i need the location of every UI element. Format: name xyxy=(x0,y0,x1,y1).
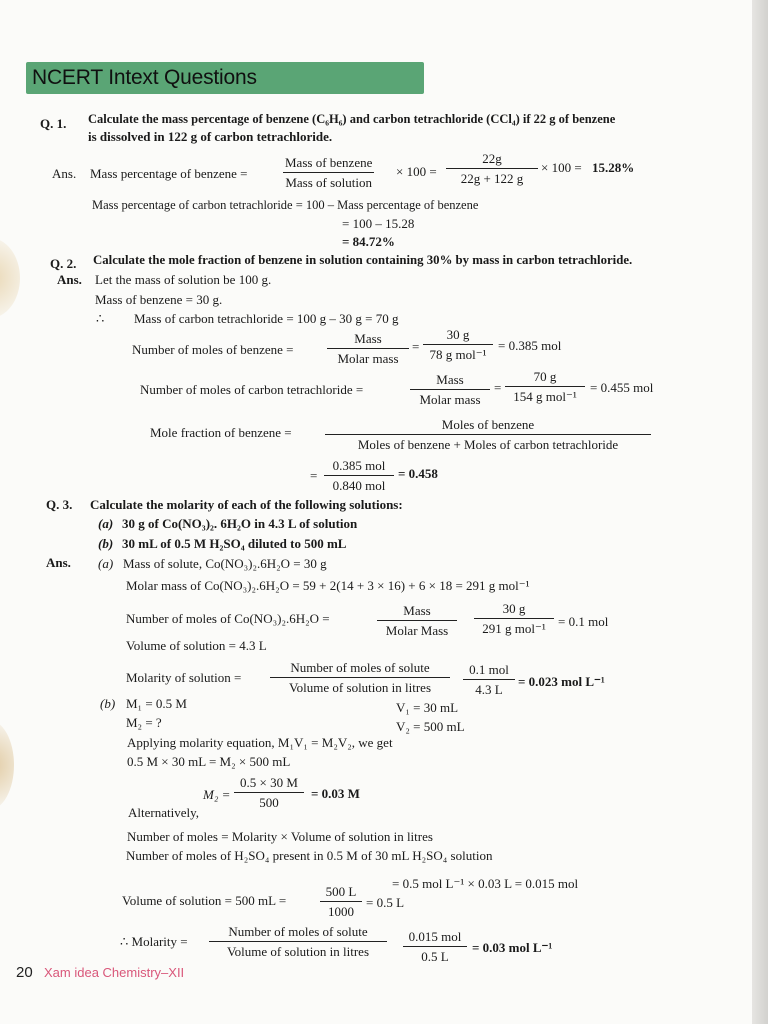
q3-vs-fraction-num: 500 L xyxy=(320,884,362,902)
q2-line3: Mass of carbon tetrachloride = 100 g – 30 g = 70 g xyxy=(134,311,399,326)
q3-text: Calculate the molarity of each of the following solutions: xyxy=(90,497,403,512)
q1-fraction-values-num: 22g xyxy=(446,151,538,169)
q1-text-line2: is dissolved in 122 g of carbon tetrachloride. xyxy=(88,129,333,144)
q2-nc-fraction1 xyxy=(410,372,490,408)
q3-b-v2: V₂ = 500 mL xyxy=(396,719,465,734)
q1-result-benzene: 15.28% xyxy=(592,160,635,175)
q3-m2-label: M₂ = xyxy=(203,787,231,802)
q1-times-100b: × 100 = xyxy=(541,160,582,175)
q3-alt-line3: = 0.5 mol L⁻¹ × 0.03 L = 0.015 mol xyxy=(392,876,579,891)
q3-ans-b-label: (b) xyxy=(100,696,116,711)
q3-number: Q. 3. xyxy=(46,497,73,512)
q2-nc-result: = 0.455 mol xyxy=(590,380,654,395)
q3-volume: Volume of solution = 4.3 L xyxy=(126,638,267,653)
q3-b-line3: Applying molarity equation, M₁V₁ = M₂V₂, we get xyxy=(127,735,393,750)
q2-mf-fraction2-num: 0.385 mol xyxy=(324,458,394,476)
q1-fraction-values-den: 22g + 122 g xyxy=(460,171,524,186)
q3-molarity-fraction1 xyxy=(270,660,450,696)
q2-text: Calculate the mole fraction of benzene in solution containing 30% by mass in carbon tetrachloride. xyxy=(93,253,633,267)
q3-nm-fraction1-num: Mass xyxy=(377,603,457,621)
q3-a-label: (a) xyxy=(98,516,114,531)
q3-nm-fraction1 xyxy=(377,603,457,639)
q3-final-fraction2-num: 0.015 mol xyxy=(403,929,467,947)
q3-final-fraction1-den: Volume of solution in litres xyxy=(226,944,370,959)
q1-fraction-values xyxy=(446,151,538,187)
q3-vs-fraction xyxy=(320,884,362,920)
q1-ccl4-line1: Mass percentage of carbon tetrachloride = 100 – Mass percentage of benzene xyxy=(92,198,479,212)
q3-final-result: = 0.03 mol L⁻¹ xyxy=(472,940,553,955)
q2-mf-eq: = xyxy=(310,468,318,483)
q3-a-line2: Molar mass of Co(NO₃)₂.6H₂O = 59 + 2(14 + 3 × 16) + 6 × 18 = 291 g mol⁻¹ xyxy=(126,578,530,593)
q1-mass-percent-label: Mass percentage of benzene = xyxy=(90,166,248,181)
q3-molarity-fraction1-den: Volume of solution in litres xyxy=(288,680,432,695)
q2-nc-fraction1-den: Molar mass xyxy=(419,392,481,407)
q2-nb-fraction2-den: 78 g mol⁻¹ xyxy=(429,347,487,362)
q2-nb-fraction1-num: Mass xyxy=(327,331,409,349)
q1-fraction-mass-ratio xyxy=(283,155,374,191)
q3-molarity-result: = 0.023 mol L⁻¹ xyxy=(518,674,605,689)
q3-nm-label: Number of moles of Co(NO₃)₂.6H₂O = xyxy=(126,611,330,626)
q2-nc-fraction1-num: Mass xyxy=(410,372,490,390)
q3-a-line1: Mass of solute, Co(NO₃)₂.6H₂O = 30 g xyxy=(123,556,327,571)
q3-b-v1: V₁ = 30 mL xyxy=(396,700,459,715)
q2-ans-label: Ans. xyxy=(57,272,82,287)
q2-nc-fraction2-den: 154 g mol⁻¹ xyxy=(513,389,577,404)
q2-nc-fraction2-num: 70 g xyxy=(505,369,585,387)
q3-molarity-fraction1-num: Number of moles of solute xyxy=(270,660,450,678)
section-banner xyxy=(26,62,424,94)
page-edge xyxy=(752,0,768,1024)
q2-nb-fraction1 xyxy=(327,331,409,367)
q2-mf-label: Mole fraction of benzene = xyxy=(150,425,292,440)
q2-nb-label: Number of moles of benzene = xyxy=(132,342,294,357)
q3-m2-result: = 0.03 M xyxy=(311,786,360,801)
q3-nm-result: = 0.1 mol xyxy=(558,614,609,629)
q3-final-fraction2 xyxy=(403,929,467,965)
q3-final-fraction1-num: Number of moles of solute xyxy=(209,924,387,942)
q3-b-text: 30 mL of 0.5 M H₂SO₄ diluted to 500 mL xyxy=(122,536,347,551)
q2-nc-fraction2 xyxy=(505,369,585,405)
page-number: 20 xyxy=(16,964,33,981)
q3-a-text: 30 g of Co(NO₃)₂. 6H₂O in 4.3 L of solution xyxy=(122,516,358,531)
q1-ans-label: Ans. xyxy=(52,166,77,181)
q2-mf-fraction-den: Moles of benzene + Moles of carbon tetrachloride xyxy=(357,437,619,452)
q3-ans-a-label: (a) xyxy=(98,556,114,571)
q3-molarity-fraction2-den: 4.3 L xyxy=(475,682,503,697)
q2-mf-fraction xyxy=(325,417,651,453)
q2-mf-fraction-num: Moles of benzene xyxy=(325,417,651,435)
q2-nb-fraction2-num: 30 g xyxy=(423,327,493,345)
q2-mf-fraction2 xyxy=(324,458,394,494)
q3-b-m2: M₂ = ? xyxy=(126,715,162,730)
q1-text-line1: Calculate the mass percentage of benzene (C₆H₆) and carbon tetrachloride (CCl₄) if 22 g of benzene xyxy=(88,112,616,126)
q3-final-molarity-label: ∴ Molarity = xyxy=(120,934,188,949)
q1-fraction-mass-ratio-den: Mass of solution xyxy=(285,175,373,190)
q3-nm-fraction1-den: Molar Mass xyxy=(385,623,449,638)
q3-vs-fraction-den: 1000 xyxy=(328,904,354,919)
q2-line2: Mass of benzene = 30 g. xyxy=(95,292,223,307)
q2-nc-eq: = xyxy=(494,380,502,395)
q1-result-ccl4: = 84.72% xyxy=(342,234,395,249)
q3-nm-fraction2-den: 291 g mol⁻¹ xyxy=(482,621,546,636)
q3-molarity-fraction2 xyxy=(463,662,515,698)
q3-alternatively: Alternatively, xyxy=(128,805,199,820)
left-edge-shadow xyxy=(0,238,20,318)
q2-therefore: ∴ xyxy=(96,311,105,326)
q3-nm-fraction2-num: 30 g xyxy=(474,601,554,619)
q3-final-fraction2-den: 0.5 L xyxy=(421,949,449,964)
q1-number: Q. 1. xyxy=(40,116,67,131)
q3-m2-fraction-den: 500 xyxy=(259,795,279,810)
q2-nb-fraction2 xyxy=(423,327,493,363)
q2-nb-fraction1-den: Molar mass xyxy=(337,351,399,366)
q3-molarity-label: Molarity of solution = xyxy=(126,670,242,685)
q2-number: Q. 2. xyxy=(50,256,77,271)
q3-vs-label: Volume of solution = 500 mL = xyxy=(122,893,287,908)
q3-b-line4: 0.5 M × 30 mL = M₂ × 500 mL xyxy=(127,754,291,769)
q2-nb-eq: = xyxy=(412,339,420,354)
q3-nm-fraction2 xyxy=(474,601,554,637)
q3-b-m1: M₁ = 0.5 M xyxy=(126,696,187,711)
section-banner-title: NCERT Intext Questions xyxy=(32,66,257,89)
q3-m2-fraction xyxy=(234,775,304,811)
q3-ans-label: Ans. xyxy=(46,555,71,570)
q3-alt-line1: Number of moles = Molarity × Volume of solution in litres xyxy=(127,829,433,844)
q1-fraction-mass-ratio-num: Mass of benzene xyxy=(283,155,374,173)
q2-line1: Let the mass of solution be 100 g. xyxy=(95,272,272,287)
q3-alt-line2: Number of moles of H₂SO₄ present in 0.5 M of 30 mL H₂SO₄ solution xyxy=(126,848,493,863)
q2-nc-label: Number of moles of carbon tetrachloride = xyxy=(140,382,364,397)
book-title: Xam idea Chemistry–XII xyxy=(44,965,185,980)
q2-mf-fraction2-den: 0.840 mol xyxy=(332,478,386,493)
q3-vs-result: = 0.5 L xyxy=(366,895,405,910)
q2-nb-result: = 0.385 mol xyxy=(498,338,562,353)
q1-times-100: × 100 = xyxy=(396,164,437,179)
q2-mf-result: = 0.458 xyxy=(398,466,438,481)
left-edge-shadow-lower xyxy=(0,720,14,810)
q3-b-label: (b) xyxy=(98,536,114,551)
q3-m2-fraction-num: 0.5 × 30 M xyxy=(234,775,304,793)
q3-final-fraction1 xyxy=(209,924,387,960)
q3-molarity-fraction2-num: 0.1 mol xyxy=(463,662,515,680)
q1-ccl4-line2: = 100 – 15.28 xyxy=(342,216,415,231)
